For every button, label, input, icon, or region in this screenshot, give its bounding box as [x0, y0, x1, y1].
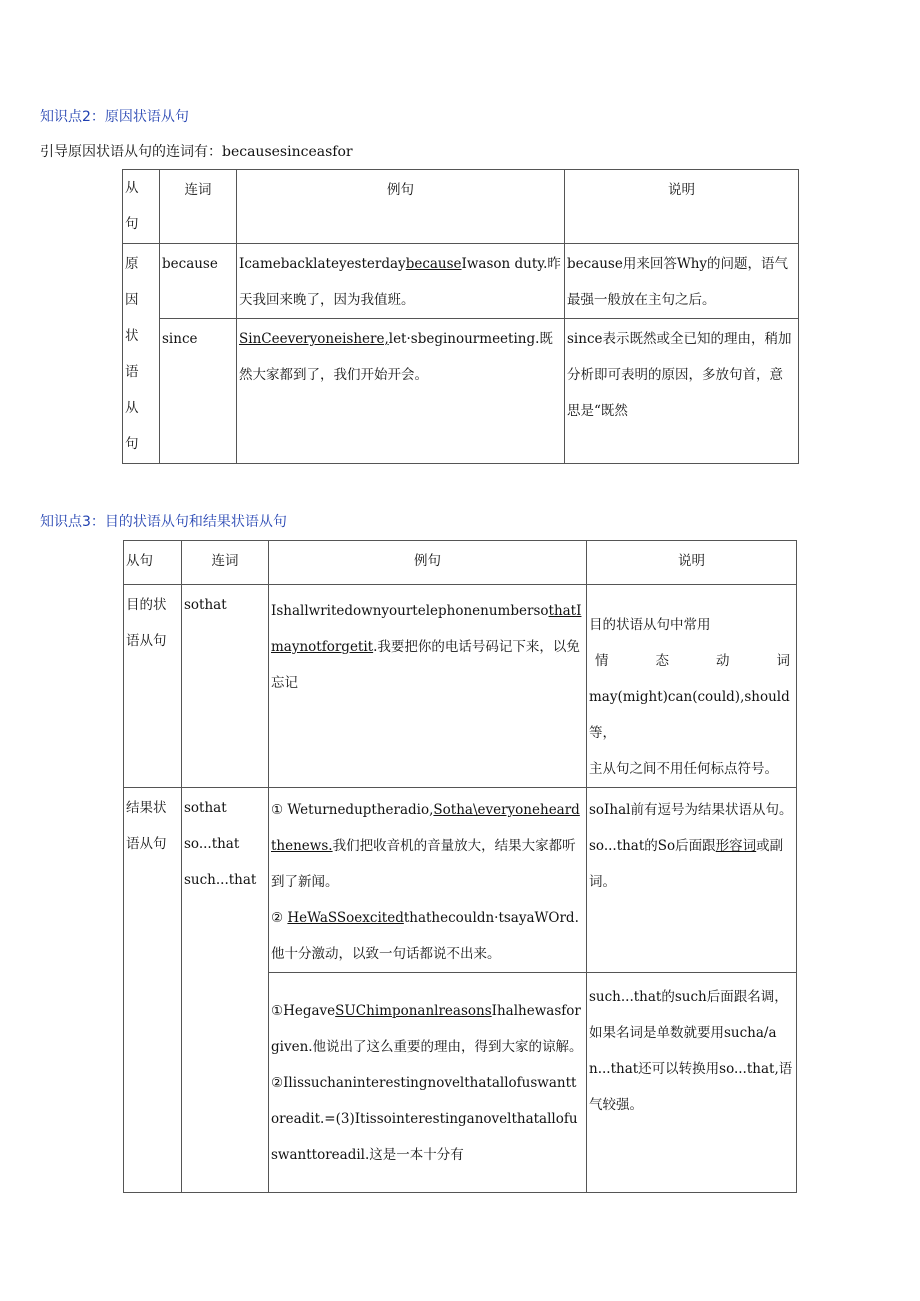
purpose-note: 目的状语从句中常用 情 态 动 词 may(might)can(could),should等， 主从句之间不用任何标点符号。	[587, 585, 797, 788]
purpose-clause: 目的状语从句	[124, 585, 182, 788]
example-because: IcamebacklateyesterdaybecauseIwason duty.昨天我回来晚了，因为我值班。	[237, 244, 565, 319]
header-note: 说明	[587, 541, 797, 585]
conj-since: since	[160, 319, 237, 464]
section2-heading: 知识点2：原因状语从句	[40, 109, 189, 125]
note-char: 态	[655, 653, 669, 669]
purpose-result-table	[123, 540, 797, 1193]
example-since: SinCeeveryoneishere,let·sbeginourmeeting.既然大家都到了，我们开始开会。	[237, 319, 565, 464]
result-example-1-2: ① Weturneduptheradio,Sotha\everyoneheardthenews.我们把收音机的音量放大，结果大家都听到了新闻。 ② HeWaSSoexcitedthathecouldn·tsayaWOrd. 他十分激动，以致一句话都说不出来。	[269, 788, 587, 973]
purpose-conj: sothat	[182, 585, 269, 788]
header-conj: 连词	[182, 541, 269, 585]
result-conjs: sothat so...that such...that	[182, 788, 269, 1193]
clause-name: 原 因 状 语 从 句	[123, 244, 160, 464]
header-conj: 连词	[160, 170, 237, 244]
note-because: because用来回答Why的问题，语气最强一般放在主句之后。	[565, 244, 799, 319]
header-note: 说明	[565, 170, 799, 244]
result-example-3-4: ①HegaveSUChimponanlreasonsIhalhewasforgiven.他说出了这么重要的理由，得到大家的谅解。 ②Ilissuchaninterestingnovelthatallofuswanttoreadit.=(3)Itissointerestinganovelthatallofuswanttoreadil.这是一本十分有	[269, 973, 587, 1193]
header-example: 例句	[237, 170, 565, 244]
section3-heading: 知识点3：目的状语从句和结果状语从句	[40, 514, 287, 530]
header-clause: 从 句	[123, 170, 160, 244]
note-since: since表示既然或全已知的理由，稍加分析即可表明的原因，多放句首，意思是“既然	[565, 319, 799, 464]
result-note-2: such...that的such后面跟名调，如果名词是单数就要用sucha/an...that还可以转换用so...that,语气较强。	[587, 973, 797, 1193]
section2-intro: 引导原因状语从句的连词有：becausesinceasfor	[40, 144, 353, 160]
note-char: 情	[595, 653, 609, 669]
note-char: 词	[776, 653, 790, 669]
conj-because: because	[160, 244, 237, 319]
header-example: 例句	[269, 541, 587, 585]
note-char: 动	[716, 653, 730, 669]
header-clause: 从句	[124, 541, 182, 585]
purpose-example: IshallwritedownyourtelephonenumbersothatImaynotforgetit.我要把你的电话号码记下来，以免忘记	[269, 585, 587, 788]
result-clause: 结果状语从句	[124, 788, 182, 1193]
result-note-1: soIhal前有逗号为结果状语从句。so...that的So后面跟形容词或副词。	[587, 788, 797, 973]
cause-clause-table	[122, 169, 799, 464]
